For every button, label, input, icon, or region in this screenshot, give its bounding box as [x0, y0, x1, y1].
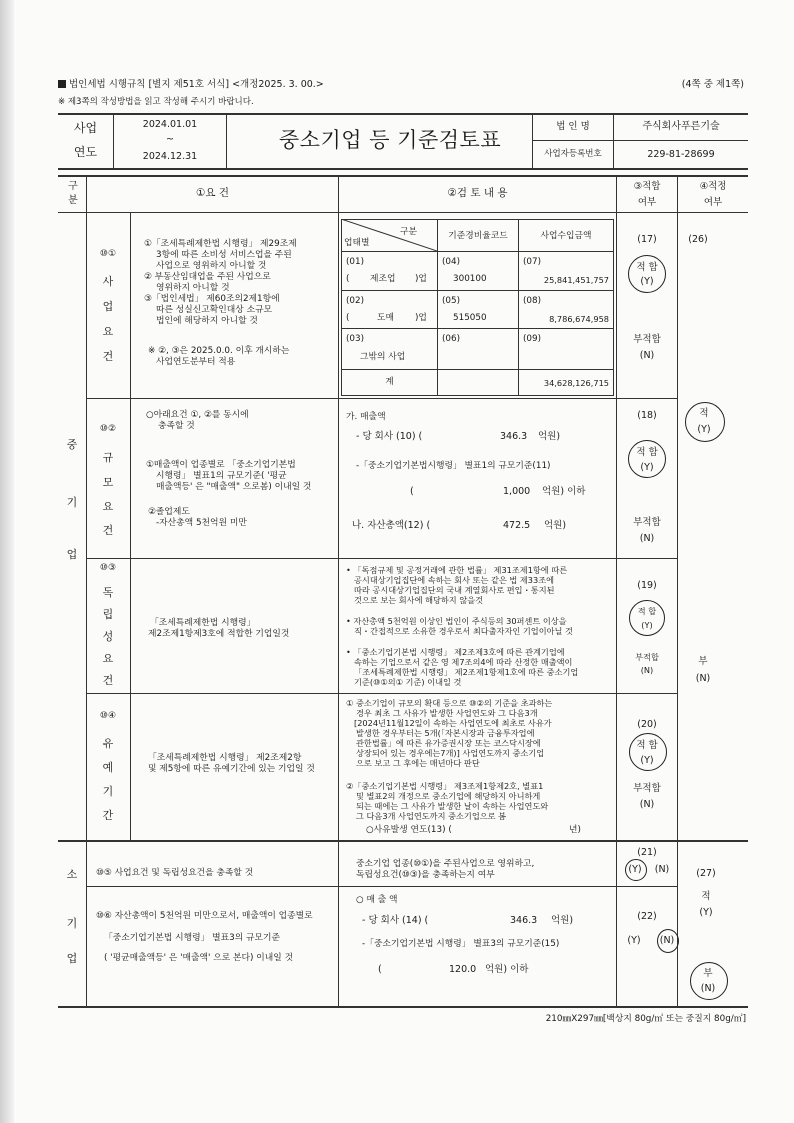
form-reference-text: 법인세법 시행규칙 [별지 제51호 서식] <개정2025. 3. 00.> — [69, 79, 324, 90]
group-label-sme: 기 — [66, 496, 78, 509]
proper-no[interactable]: 부 — [698, 656, 708, 667]
table-cell: 8,786,674,958 — [549, 314, 609, 324]
fit-number: (22) — [637, 911, 657, 922]
fit-number: (20) — [637, 719, 657, 730]
rule — [226, 113, 227, 169]
review-line: -「중소기업기본법시행령」 별표1의 규모기준(11) — [356, 461, 551, 471]
fit-yes[interactable]: 적 합 — [636, 740, 658, 751]
review-line: -「중소기업기본법 시행령」 별표3의 규모기준(15) — [362, 939, 560, 949]
table-cell: 25,841,451,757 — [543, 275, 609, 285]
table-total-label: 계 — [385, 377, 394, 387]
section-marker: ⑩② — [99, 424, 117, 434]
rule — [613, 219, 614, 396]
section-marker: ⑩③ — [99, 563, 117, 573]
rule — [437, 219, 438, 396]
table-cell: (04) — [442, 257, 461, 267]
section-label-char: 요 — [102, 500, 114, 513]
table-cell: (08) — [523, 296, 542, 306]
req-line: 시행령」 별표1의 규모기준( '평균 — [156, 471, 287, 481]
table-header: 사업수입금액 — [540, 231, 592, 241]
paper-spec: 210㎜X297㎜[백상지 80g/㎡ 또는 중질지 80g/㎡] — [545, 1014, 746, 1024]
group-label-small: 기 — [66, 917, 78, 930]
small-req-1: ⑩⑤ 사업요건 및 독립성요건을 충족할 것 — [96, 868, 254, 878]
req-line: 「중소기업기본법 시행령」 별표3의 규모기준 — [104, 933, 281, 943]
section-label-char: 규 — [102, 451, 114, 464]
group-label-small: 업 — [66, 952, 78, 965]
col-header-requirement: ①요 건 — [195, 187, 230, 199]
fit-no[interactable]: 부적합 — [633, 334, 661, 345]
form-reference — [58, 76, 324, 90]
section-label-char: 모 — [102, 476, 114, 489]
review-line: ○사유발생 연도(13) ( — [366, 825, 452, 835]
proper-yes-code: (Y) — [699, 907, 713, 918]
req-line: ③「법인세법」 제60조의2제1항에 — [144, 294, 280, 304]
section-label-char: 건 — [102, 674, 114, 687]
fit-no-code: (N) — [639, 533, 655, 544]
period-end: 2024.12.31 — [142, 151, 198, 162]
fit-no-code: (N) — [640, 665, 654, 675]
page-indicator: (4쪽 중 제1쪽) — [681, 79, 744, 90]
review-line: 것으로 보는 회사에 해당하지 않을것 — [354, 595, 484, 605]
req-line: 따른 성실신고확인대상 소규모 — [156, 305, 273, 315]
fit-yes-code: (Y) — [640, 276, 654, 287]
scan-edge-shadow — [0, 0, 14, 1123]
table-cell: (05) — [442, 296, 461, 306]
req-line: 「조세특례제한법 시행령」 — [150, 618, 256, 628]
review-line: ○ 매 출 액 — [356, 895, 398, 905]
review-line: • 「독점규제 및 공정거래에 관한 법률」 제31조제1항에 따른 — [346, 565, 568, 575]
square-bullet-icon — [58, 80, 66, 88]
fit-yes[interactable]: 적 합 — [637, 606, 657, 616]
section-label-char: 유 — [102, 737, 114, 750]
table-cell: 제조업 — [370, 274, 396, 284]
fit-no-code[interactable]: (N) — [654, 864, 670, 875]
table-cell: ( — [346, 274, 350, 284]
review-line: 기준(⑩①의① 기준) 이내일 것 — [354, 677, 462, 687]
review-line: 발생한 경우부터는 5개(「자본시장과 금융투자업에 — [356, 728, 535, 738]
rule — [58, 212, 748, 213]
review-line: 억원) — [538, 431, 561, 442]
section-label-char: 독 — [102, 586, 114, 599]
fit-yes-code: (Y) — [640, 755, 654, 766]
review-line: ( — [410, 486, 414, 497]
fit-no[interactable]: 부적합 — [633, 783, 661, 794]
req-line: ※ ②, ③은 2025.0.0. 이후 개시하는 — [148, 346, 290, 356]
fit-number: (19) — [637, 580, 657, 591]
review-line: 억원) — [544, 520, 567, 531]
proper-number: (26) — [688, 234, 708, 245]
table-total-amount: 34,628,126,715 — [543, 378, 609, 388]
rule — [58, 840, 748, 842]
rule — [677, 175, 678, 1007]
review-line: 및 별표2의 개정으로 중소기업에 해당하지 아니하게 — [356, 791, 541, 801]
review-line: ②「중소기업기본법 시행령」 제3조제1항제2호, 별표1 — [346, 781, 544, 791]
review-line: • 「중소기업기본법 시행령」 제2조제3호에 따른 관계기업에 — [346, 647, 565, 657]
rule — [86, 886, 678, 887]
review-line: 가. 매출액 — [346, 412, 386, 422]
group-label-sme: 중 — [66, 438, 78, 451]
rule — [341, 395, 614, 396]
section-label-char: 성 — [102, 630, 114, 643]
rule — [86, 398, 678, 399]
req-line: 및 제5항에 따른 유예기간에 있는 기업일 것 — [148, 764, 315, 774]
biz-no: 229-81-28699 — [647, 149, 715, 160]
review-line: 관한법률」에 따른 유가증권시장 또는 코스닥시장에 — [356, 738, 541, 748]
section-label-char: 예 — [102, 761, 114, 774]
review-line: 으로 보고 그 후에는 매년마다 판단 — [356, 758, 480, 768]
review-line: 상장되어 있는 경우에는7개)] 사업연도까지 중소기업 — [356, 748, 545, 758]
req-line: ○아래요건 ①, ②를 동시에 — [146, 410, 249, 420]
section-label-char: 립 — [102, 608, 114, 621]
fit-yes[interactable]: 적 합 — [636, 447, 658, 458]
fit-number: (21) — [637, 847, 657, 858]
req-line: 「조세특례제한법 시행령」 제2조제2항 — [148, 753, 302, 763]
proper-no[interactable]: 부 — [703, 968, 713, 979]
table-header: 구분 — [400, 227, 417, 237]
fit-number: (17) — [637, 234, 657, 245]
own-sales-value[interactable]: 346.3 — [500, 431, 528, 442]
review-line: 독립성요건(⑩③)을 충족하는지 여부 — [356, 870, 495, 880]
section-marker: ⑩① — [99, 249, 117, 259]
standard-sales-value[interactable]: 120.0 — [449, 964, 477, 975]
fit-yes[interactable]: 적 합 — [636, 262, 658, 273]
review-line: 공시대상기업집단에 속하는 회사 또는 같은 법 제33조에 — [354, 575, 555, 585]
proper-yes[interactable]: 적 — [699, 408, 709, 419]
rule — [338, 175, 339, 1007]
selected-circle-icon — [628, 255, 666, 293]
fit-yes-code: (Y) — [641, 620, 653, 630]
table-cell: (02) — [346, 296, 365, 306]
rule — [341, 328, 614, 329]
review-line: • 자산총액 5천억원 이상인 법인이 주식등의 30퍼센트 이상을 — [346, 616, 567, 626]
table-cell: (07) — [523, 257, 542, 267]
req-line: 매출액등' 은 "매출액" 으로봄) 이내일 것 — [156, 482, 312, 492]
fit-no-code[interactable]: (N) — [659, 935, 675, 946]
rule — [58, 175, 748, 177]
review-line: 년) — [569, 825, 581, 835]
table-cell: 300100 — [453, 274, 487, 284]
table-cell: 그밖의 사업 — [360, 352, 406, 362]
review-line: ( — [378, 964, 382, 975]
rule — [86, 693, 678, 694]
fit-yes-code[interactable]: (Y) — [627, 935, 641, 946]
proper-number: (27) — [696, 868, 716, 879]
rule — [616, 175, 617, 1007]
period-label: 연도 — [73, 145, 98, 159]
review-line: ① 중소기업이 규모의 확대 등으로 ⑩②의 기준을 초과하는 — [346, 698, 553, 708]
col-header-fit: 여부 — [637, 197, 657, 208]
table-cell: (09) — [523, 334, 542, 344]
review-line: 속하는 기업으로서 같은 영 제7조의4에 따라 산정한 매출액이 — [354, 657, 573, 667]
col-header-category: 구분 — [68, 181, 78, 206]
section-label-char: 요 — [102, 325, 114, 338]
rule — [341, 369, 614, 370]
review-line: 억원) — [551, 915, 574, 926]
period-start: 2024.01.01 — [142, 119, 198, 130]
rule — [532, 140, 748, 141]
req-line: ①「조세특례제한법 시행령」 제29조제 — [144, 239, 297, 249]
table-cell: )업 — [415, 313, 427, 323]
review-line: - 당 회사 (10) ( — [356, 431, 423, 442]
section-label-char: 건 — [102, 524, 114, 537]
own-sales-value[interactable]: 346.3 — [510, 915, 538, 926]
rule — [341, 290, 614, 291]
review-line: 「조세특례제한법 시행령」 제2조제1항제1호에 따른 중소기업 — [354, 667, 579, 677]
rule — [86, 558, 678, 559]
table-header: 업태별 — [344, 238, 370, 248]
instruction-note: ※ 제3쪽의 작성방법을 읽고 작성해 주시기 바랍니다. — [58, 97, 254, 107]
req-line: 사업으로 영위하지 아니할 것 — [156, 261, 267, 271]
req-line: 3항에 따른 소비성 서비스업을 주된 — [156, 250, 292, 260]
req-line: ⑩⑥ 자산총액이 5천억원 미만으로서, 매출액이 업종별로 — [96, 911, 313, 921]
proper-no-code: (N) — [695, 673, 711, 684]
group-label-small: 소 — [66, 868, 78, 881]
section-marker: ⑩④ — [99, 711, 117, 721]
rule — [58, 1006, 748, 1008]
corp-name: 주식회사푸른기술 — [642, 121, 720, 132]
req-line: 영위하지 아니할 것 — [156, 283, 230, 293]
table-cell: (03) — [346, 334, 365, 344]
section-label-char: 간 — [102, 809, 114, 822]
table-cell: (01) — [346, 257, 365, 267]
req-line: 사업연도분부터 적용 — [156, 357, 236, 367]
review-line: 경우 최초 그 사유가 발생한 사업연도와 그 다음3개 — [356, 708, 538, 718]
review-line: - 당 회사 (14) ( — [362, 915, 429, 926]
review-line: 중소기업 업종(⑩①)을 주된사업으로 영위하고, — [356, 859, 535, 869]
req-line: 충족할 것 — [158, 421, 195, 431]
proper-yes-code: (Y) — [697, 424, 711, 435]
review-line: 그 다음3개 사업연도까지 중소기업으로 봄 — [356, 811, 507, 821]
req-line: ①매출액이 업종별로 「중소기업기본법 — [146, 460, 296, 470]
review-line: 따라 공시대상기업집단의 국내 계열회사로 편입・통지된 — [354, 585, 555, 595]
review-line: 되는 때에는 그 사유가 발생한 날이 속하는 사업연도와 — [356, 801, 549, 811]
fit-no[interactable]: 부적합 — [635, 652, 659, 662]
review-line: 억원) 이하 — [485, 964, 529, 975]
fit-number: (18) — [637, 410, 657, 421]
rule — [58, 168, 748, 170]
section-label-char: 요 — [102, 652, 114, 665]
section-label-char: 업 — [102, 300, 114, 313]
req-line: -자산총액 5천억원 미만 — [156, 518, 247, 528]
req-line: 법인에 해당하지 아니할 것 — [156, 316, 258, 326]
rule — [518, 219, 519, 396]
group-label-sme: 업 — [66, 548, 78, 561]
fit-no-code: (N) — [639, 350, 655, 361]
table-cell: (06) — [442, 334, 461, 344]
page-title: 중소기업 등 기준검토표 — [278, 128, 502, 152]
fit-no[interactable]: 부적합 — [633, 517, 661, 528]
rule — [86, 175, 87, 1007]
fit-no-code: (N) — [639, 799, 655, 810]
period-label: 사업 — [73, 121, 98, 135]
total-assets-value[interactable]: 472.5 — [503, 520, 531, 531]
section-label-char: 기 — [102, 785, 114, 798]
table-cell: )업 — [415, 274, 427, 284]
period-separator: ~ — [166, 134, 174, 145]
review-line: 억원) 이하 — [542, 486, 586, 497]
req-line: 제2조제1항제3호에 적합한 기업일것 — [148, 629, 290, 639]
table-cell: ( — [346, 313, 350, 323]
col-header-proper: 여부 — [703, 197, 723, 208]
req-line: ② 부동산임대업을 주된 사업으로 — [144, 272, 271, 282]
table-cell: 515050 — [453, 313, 487, 323]
corp-name-label: 법 인 명 — [556, 121, 590, 132]
rule — [341, 251, 614, 252]
req-line: ( '평균매출액등' 은 '매출액' 으로 본다) 이내일 것 — [104, 953, 294, 963]
col-header-fit: ③적합 — [633, 181, 661, 192]
proper-no-code: (N) — [700, 983, 716, 994]
section-label-char: 사 — [102, 275, 114, 288]
fit-yes-code[interactable]: (Y) — [628, 864, 642, 875]
col-header-review: ②검 토 내 용 — [447, 187, 508, 199]
rule — [58, 113, 748, 115]
review-line: 나. 자산총액(12) ( — [352, 520, 431, 531]
section-label-char: 건 — [102, 350, 114, 363]
fit-yes-code: (Y) — [640, 462, 654, 473]
table-cell: 도매 — [377, 313, 394, 323]
table-header: 기준경비율코드 — [448, 231, 508, 241]
req-line: ②졸업제도 — [148, 507, 190, 517]
standard-sales-value[interactable]: 1,000 — [503, 486, 531, 497]
review-line: [2024년11월12일이 속하는 사업연도에 최초로 사유가 — [354, 718, 552, 728]
proper-yes[interactable]: 적 — [701, 891, 711, 902]
col-header-proper: ④적정 — [699, 181, 727, 192]
biz-no-label: 사업자등록번호 — [544, 149, 602, 159]
review-line: 직・간접적으로 소유한 경우로서 최다출자자인 기업이아닐 것 — [354, 626, 573, 636]
rule — [130, 212, 131, 840]
